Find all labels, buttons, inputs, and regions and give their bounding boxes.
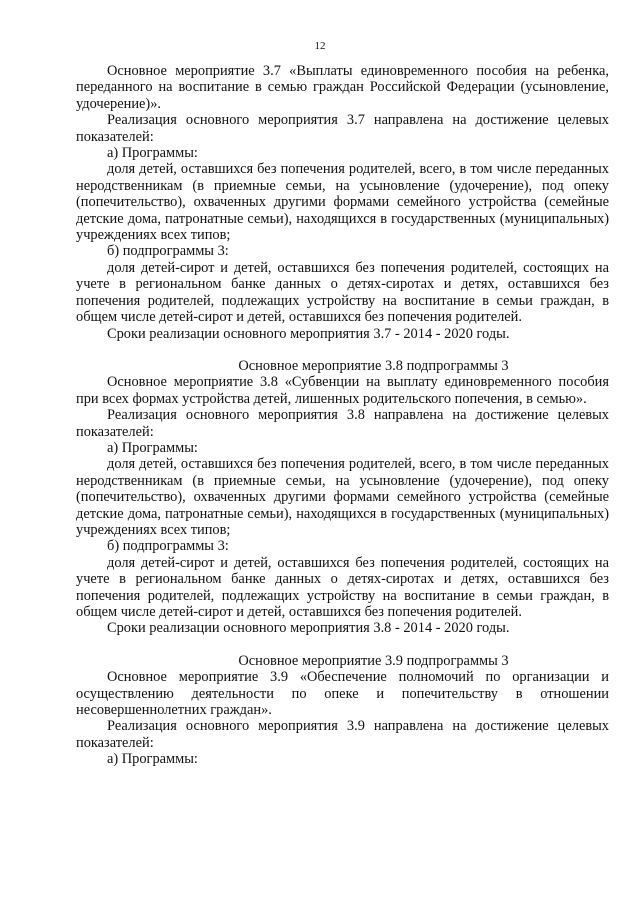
paragraph: Основное мероприятие 3.9 «Обеспечение полномочий по организации и осуществлению деятельности по опеке и попечительству в отношении несовершеннолетних граждан». <box>76 669 609 719</box>
paragraph: доля детей-сирот и детей, оставшихся без попечения родителей, состоящих на учете в региональном банке данных о детях-сиротах и детях, оставшихся без попечения родителей, подлежащих устройству на воспитание в семьи граждан, в общем числе детей-сирот и детей, оставшихся без попечения родителей. <box>76 554 609 620</box>
paragraph: Сроки реализации основного мероприятия 3.7 - 2014 - 2020 годы. <box>107 325 510 342</box>
paragraph: а) Программы: <box>107 751 198 768</box>
paragraph: доля детей, оставшихся без попечения родителей, всего, в том числе переданных неродственникам (в приемные семьи, на усыновление (удочерение), под опеку (попечительство), охваченных другими формами семейного устройства (семейные детские дома, патронатные семьи), находящихся в государственных (муниципальных) учреждениях всех типов; <box>76 161 609 244</box>
paragraph: б) подпрограммы 3: <box>107 243 229 260</box>
page-number: 12 <box>314 40 326 52</box>
paragraph: Сроки реализации основного мероприятия 3.8 - 2014 - 2020 годы. <box>107 620 510 637</box>
section-heading: Основное мероприятие 3.9 подпрограммы 3 <box>238 652 509 669</box>
paragraph: б) подпрограммы 3: <box>107 538 229 555</box>
paragraph: Основное мероприятие 3.8 «Субвенции на выплату единовременного пособия при всех формах устройства детей, лишенных родительского попечения, в семью». <box>76 374 609 407</box>
section-heading: Основное мероприятие 3.8 подпрограммы 3 <box>238 357 509 374</box>
document-body <box>76 63 609 768</box>
paragraph: доля детей, оставшихся без попечения родителей, всего, в том числе переданных неродственникам (в приемные семьи, на усыновление (удочерение), под опеку (попечительство), охваченных другими формами семейного устройства (семейные детские дома, патронатные семьи), находящихся в государственных (муниципальных) учреждениях всех типов; <box>76 456 609 538</box>
paragraph: а) Программы: <box>107 439 198 456</box>
paragraph: Основное мероприятие 3.7 «Выплаты единовременного пособия на ребенка, переданного на воспитание в семью граждан Российской Федерации (усыновление, удочерение)». <box>76 63 609 112</box>
paragraph: доля детей-сирот и детей, оставшихся без попечения родителей, состоящих на учете в региональном банке данных о детях-сиротах и детях, оставшихся без попечения родителей, подлежащих устройству на воспитание в семьи граждан, в общем числе детей-сирот и детей, оставшихся без попечения родителей. <box>76 259 609 326</box>
paragraph: Реализация основного мероприятия 3.7 направлена на достижение целевых показателей: <box>76 112 609 145</box>
paragraph: Реализация основного мероприятия 3.9 направлена на достижение целевых показателей: <box>76 718 609 751</box>
paragraph: Реализация основного мероприятия 3.8 направлена на достижение целевых показателей: <box>76 407 609 440</box>
paragraph: а) Программы: <box>107 145 198 162</box>
